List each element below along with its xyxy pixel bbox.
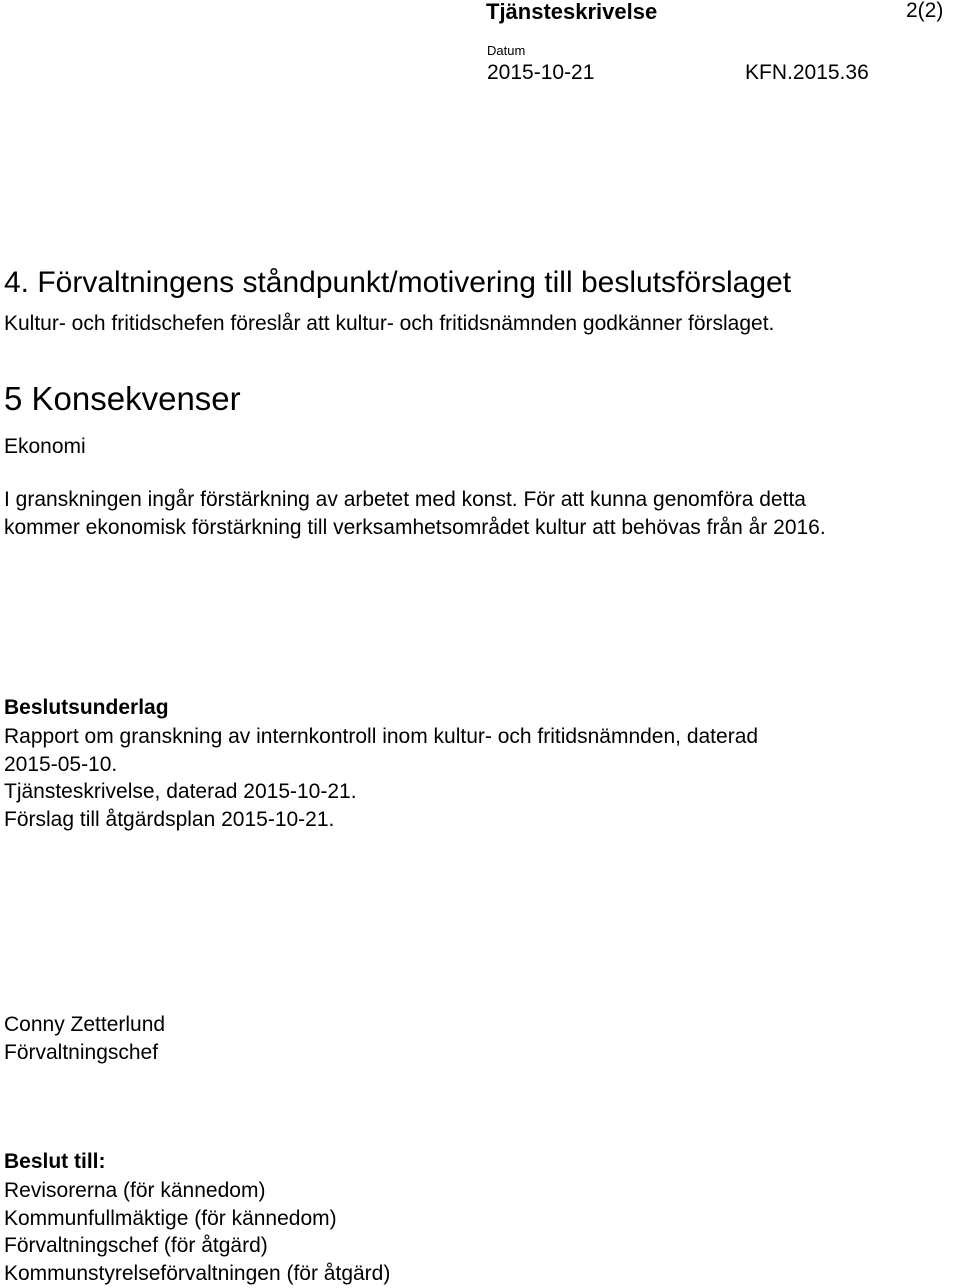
signatory-title: Förvaltningschef [4, 1041, 159, 1064]
signature-block [4, 1011, 165, 1067]
signatory-name: Conny Zetterlund [4, 1013, 166, 1036]
reference-number: KFN.2015.36 [745, 61, 869, 84]
list-item: Förslag till åtgärdsplan 2015-10-21. [4, 807, 335, 831]
paragraph-line: I granskningen ingår förstärkning av arbetet med konst. För att kunna genomföra detta [4, 488, 806, 511]
decision-recipients-list [4, 1177, 390, 1287]
section-4-heading: 4. Förvaltningens ståndpunkt/motivering till beslutsförslaget [4, 266, 792, 299]
section-5-paragraph [4, 486, 826, 542]
document-date: 2015-10-21 [487, 61, 595, 84]
section-4-text: Kultur- och fritidschefen föreslår att kultur- och fritidsnämnden godkänner förslaget. [4, 312, 775, 335]
paragraph-line: kommer ekonomisk förstärkning till verksamhetsområdet kultur att behövas från år 2016. [4, 516, 826, 539]
economy-subheading: Ekonomi [4, 435, 86, 458]
list-item: Revisorerna (för kännedom) [4, 1179, 266, 1202]
section-5-heading: 5 Konsekvenser [4, 380, 241, 417]
list-item: Rapport om granskning av internkontroll inom kultur- och fritidsnämnden, daterad [4, 725, 759, 748]
decision-basis-heading: Beslutsunderlag [4, 696, 169, 719]
page-number: 2(2) [906, 0, 944, 22]
decision-basis-list [4, 723, 758, 833]
list-item: Kommunstyrelseförvaltningen (för åtgärd) [4, 1261, 391, 1285]
list-item: 2015-05-10. [4, 752, 118, 776]
list-item: Tjänsteskrivelse, daterad 2015-10-21. [4, 780, 357, 804]
decision-recipients-heading: Beslut till: [4, 1150, 106, 1173]
document-type: Tjänsteskrivelse [486, 0, 658, 24]
list-item: Förvaltningschef (för åtgärd) [4, 1234, 268, 1258]
date-label: Datum [487, 43, 526, 58]
list-item: Kommunfullmäktige (för kännedom) [4, 1206, 337, 1230]
